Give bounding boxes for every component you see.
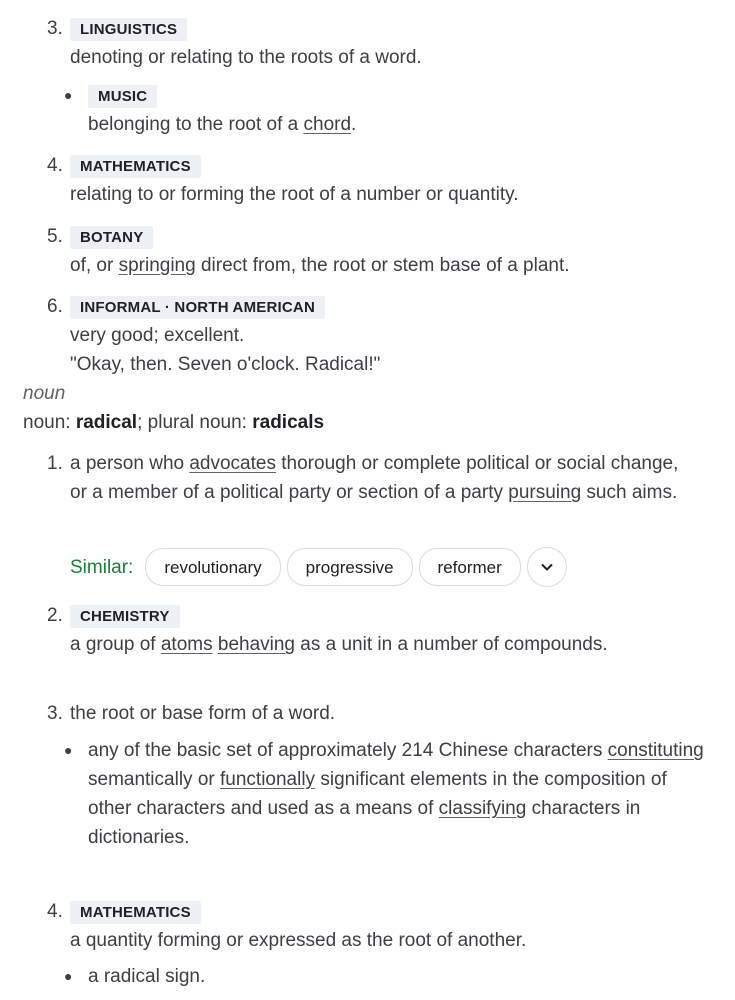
word-link[interactable]: behaving bbox=[217, 634, 295, 655]
definition: any of the basic set of approximately 214 Chinese characters constituting semantically or functionally significant elements in the composition of other characters and used as a means of classifying characters in dictionaries. bbox=[88, 740, 704, 848]
subsense-music bbox=[0, 81, 735, 139]
definition: the root or base form of a word. bbox=[70, 703, 336, 724]
definition: belonging to the root of a chord. bbox=[88, 114, 357, 135]
sense-number: 3. bbox=[47, 703, 63, 724]
bullet-icon: ● bbox=[64, 968, 73, 984]
noun-sense-3 bbox=[0, 699, 690, 728]
definition: a quantity forming or expressed as the root of another. bbox=[70, 930, 527, 951]
sense-number: 2. bbox=[47, 605, 63, 626]
similar-words bbox=[0, 547, 573, 587]
part-of-speech: noun bbox=[23, 383, 66, 404]
definition: relating to or forming the root of a number or quantity. bbox=[70, 184, 519, 205]
word-link[interactable]: atoms bbox=[160, 634, 213, 655]
similar-label: Similar: bbox=[70, 556, 134, 578]
sense-number: 1. bbox=[47, 453, 63, 474]
sense-number: 3. bbox=[47, 18, 63, 39]
sense-number: 6. bbox=[47, 296, 63, 317]
sense-6 bbox=[0, 292, 717, 379]
similar-chip[interactable]: reformer bbox=[419, 548, 521, 586]
expand-similar-button[interactable] bbox=[527, 547, 567, 587]
word-link[interactable]: functionally bbox=[220, 769, 316, 790]
label-tag: BOTANY bbox=[70, 226, 153, 249]
word-link[interactable]: springing bbox=[118, 255, 196, 276]
word-link[interactable]: chord bbox=[303, 114, 352, 135]
noun-sense-4 bbox=[0, 897, 690, 955]
word-forms: noun: radical; plural noun: radicals bbox=[23, 412, 325, 433]
word-link[interactable]: pursuing bbox=[508, 482, 582, 503]
noun-sense-1 bbox=[0, 449, 690, 507]
word-link[interactable]: classifying bbox=[438, 798, 527, 819]
label-tag: MATHEMATICS bbox=[70, 155, 201, 178]
sense-4 bbox=[0, 151, 717, 209]
example: "Okay, then. Seven o'clock. Radical!" bbox=[70, 354, 381, 375]
definition: very good; excellent. bbox=[70, 325, 245, 346]
subsense bbox=[0, 962, 708, 991]
similar-chip[interactable]: progressive bbox=[287, 548, 413, 586]
sense-3 bbox=[0, 14, 717, 72]
bullet-icon: ● bbox=[64, 87, 73, 103]
definition: a group of atoms behaving as a unit in a number of compounds. bbox=[70, 634, 608, 655]
sense-number: 5. bbox=[47, 226, 63, 247]
noun-sense-2 bbox=[0, 601, 670, 659]
sense-number: 4. bbox=[47, 901, 63, 922]
sense-5 bbox=[0, 222, 717, 280]
definition: a radical sign. bbox=[88, 966, 206, 987]
subsense bbox=[0, 736, 710, 852]
word-link[interactable]: constituting bbox=[607, 740, 704, 761]
label-tag: MATHEMATICS bbox=[70, 901, 201, 924]
label-tag: INFORMAL · NORTH AMERICAN bbox=[70, 296, 325, 319]
definition: a person who advocates thorough or complete political or social change, or a member of a political party or section of a party pursuing such aims. bbox=[70, 453, 679, 503]
definition: of, or springing direct from, the root or stem base of a plant. bbox=[70, 255, 570, 276]
label-tag: LINGUISTICS bbox=[70, 18, 187, 41]
definition: denoting or relating to the roots of a word. bbox=[70, 47, 422, 68]
label-tag: CHEMISTRY bbox=[70, 605, 180, 628]
chevron-down-icon bbox=[540, 560, 554, 574]
word-link[interactable]: advocates bbox=[189, 453, 276, 474]
similar-chip[interactable]: revolutionary bbox=[145, 548, 280, 586]
sense-number: 4. bbox=[47, 155, 63, 176]
label-tag: MUSIC bbox=[88, 85, 157, 108]
bullet-icon: ● bbox=[64, 742, 73, 758]
